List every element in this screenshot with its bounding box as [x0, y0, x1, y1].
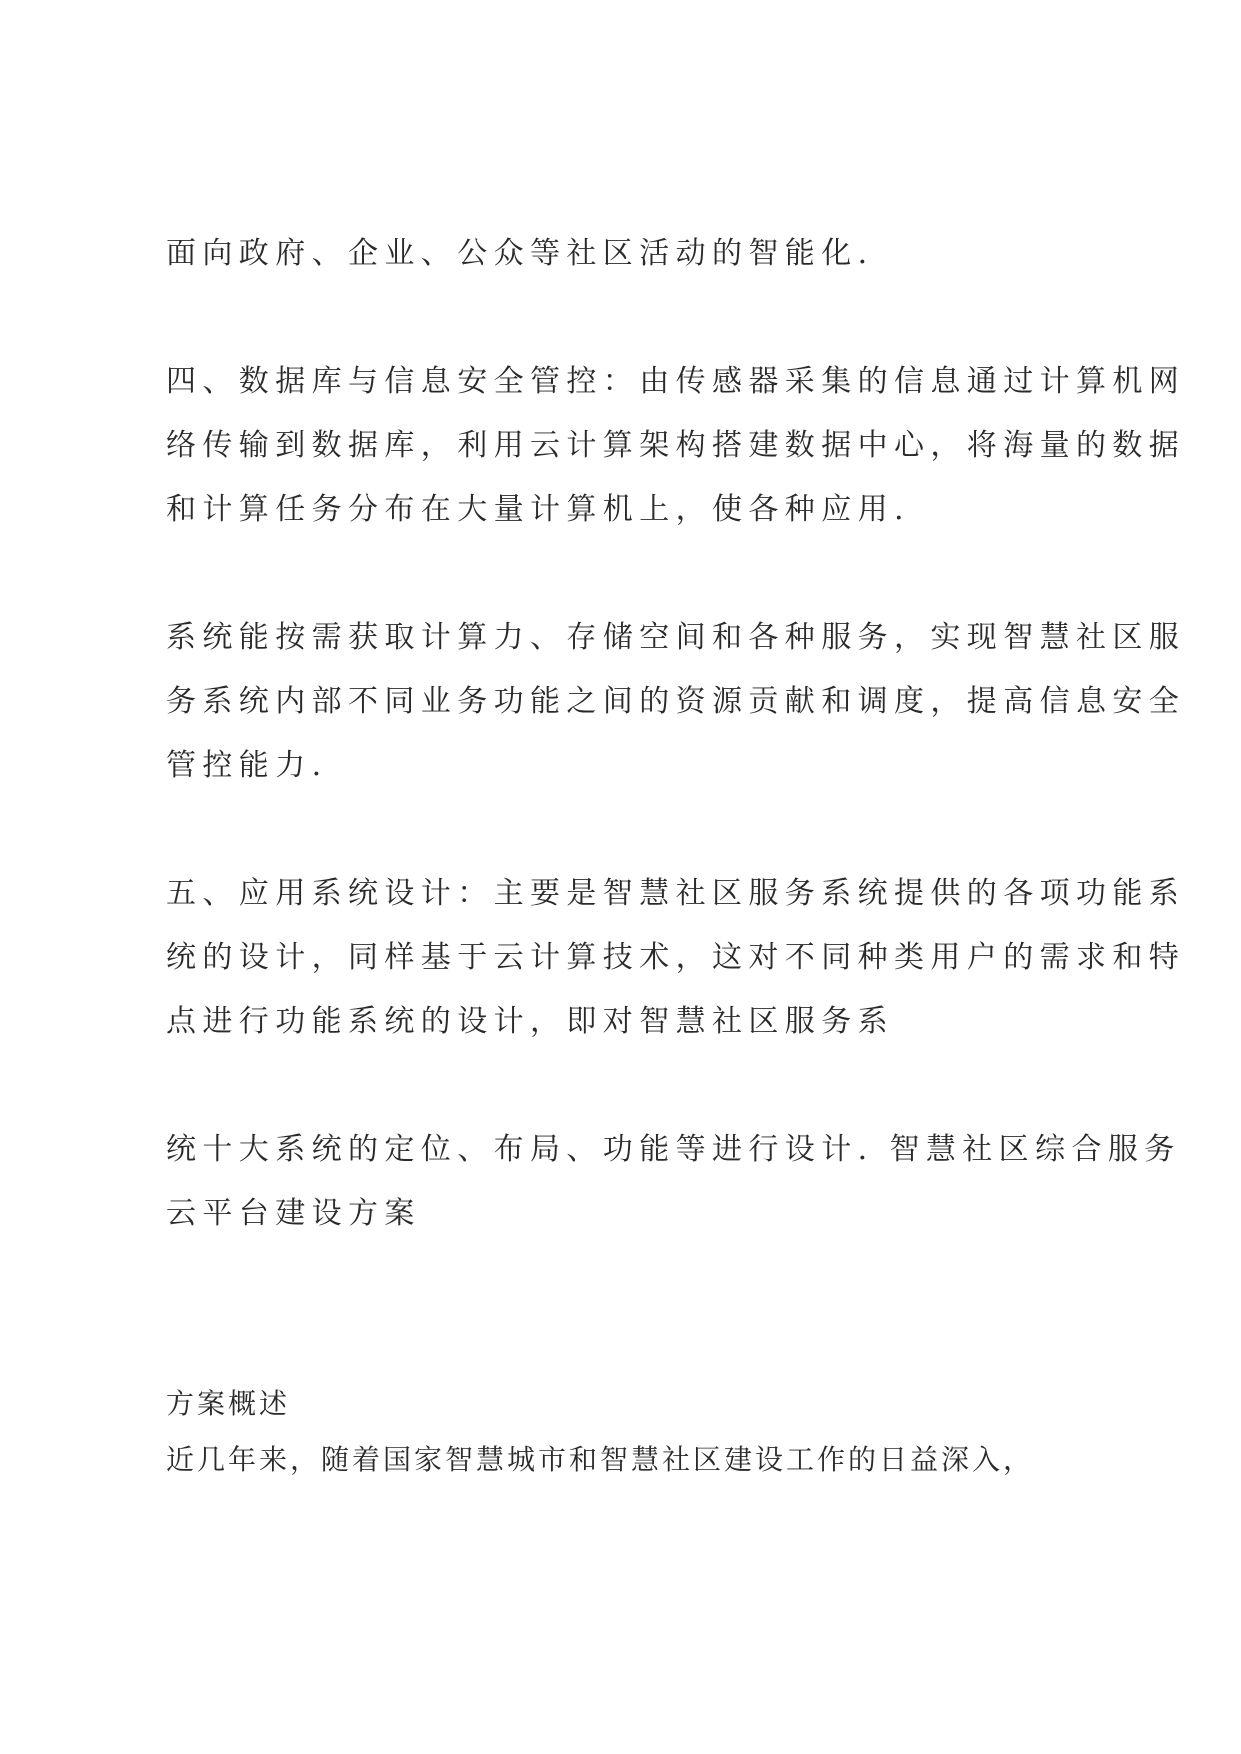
text-line: 面向政府、企业、公众等社区活动的智能化.: [166, 236, 874, 271]
text-line: 四、数据库与信息安全管控：由传感器采集的信息通过计算机网: [166, 364, 1186, 399]
section-heading: 方案概述: [166, 1387, 291, 1420]
paragraph-ten-systems: [166, 1118, 1181, 1246]
overview-text: 近几年来，随着国家智慧城市和智慧社区建设工作的日益深入，: [166, 1443, 1035, 1476]
paragraph-database-security: [166, 350, 1186, 542]
text-line: 五、应用系统设计：主要是智慧社区服务系统提供的各项功能系: [166, 876, 1186, 911]
paragraph-intelligent-community: [166, 222, 1096, 286]
text-line: 云平台建设方案: [166, 1196, 421, 1231]
text-line: 点进行功能系统的设计，即对智慧社区服务系: [166, 1004, 894, 1039]
text-line: 和计算任务分布在大量计算机上，使各种应用.: [166, 492, 910, 527]
text-line: 系统能按需获取计算力、存储空间和各种服务，实现智慧社区服: [166, 620, 1186, 655]
paragraph-on-demand-computing: [166, 606, 1186, 798]
text-line: 统十大系统的定位、布局、功能等进行设计. 智慧社区综合服务: [166, 1132, 1181, 1167]
text-line: 络传输到数据库，利用云计算架构搭建数据中心，将海量的数据: [166, 428, 1186, 463]
paragraph-application-design: [166, 862, 1186, 1054]
overview-section: [166, 1376, 1096, 1488]
text-line: 管控能力.: [166, 748, 328, 783]
text-line: 统的设计，同样基于云计算技术，这对不同种类用户的需求和特: [166, 940, 1186, 975]
text-line: 务系统内部不同业务功能之间的资源贡献和调度，提高信息安全: [166, 684, 1186, 719]
